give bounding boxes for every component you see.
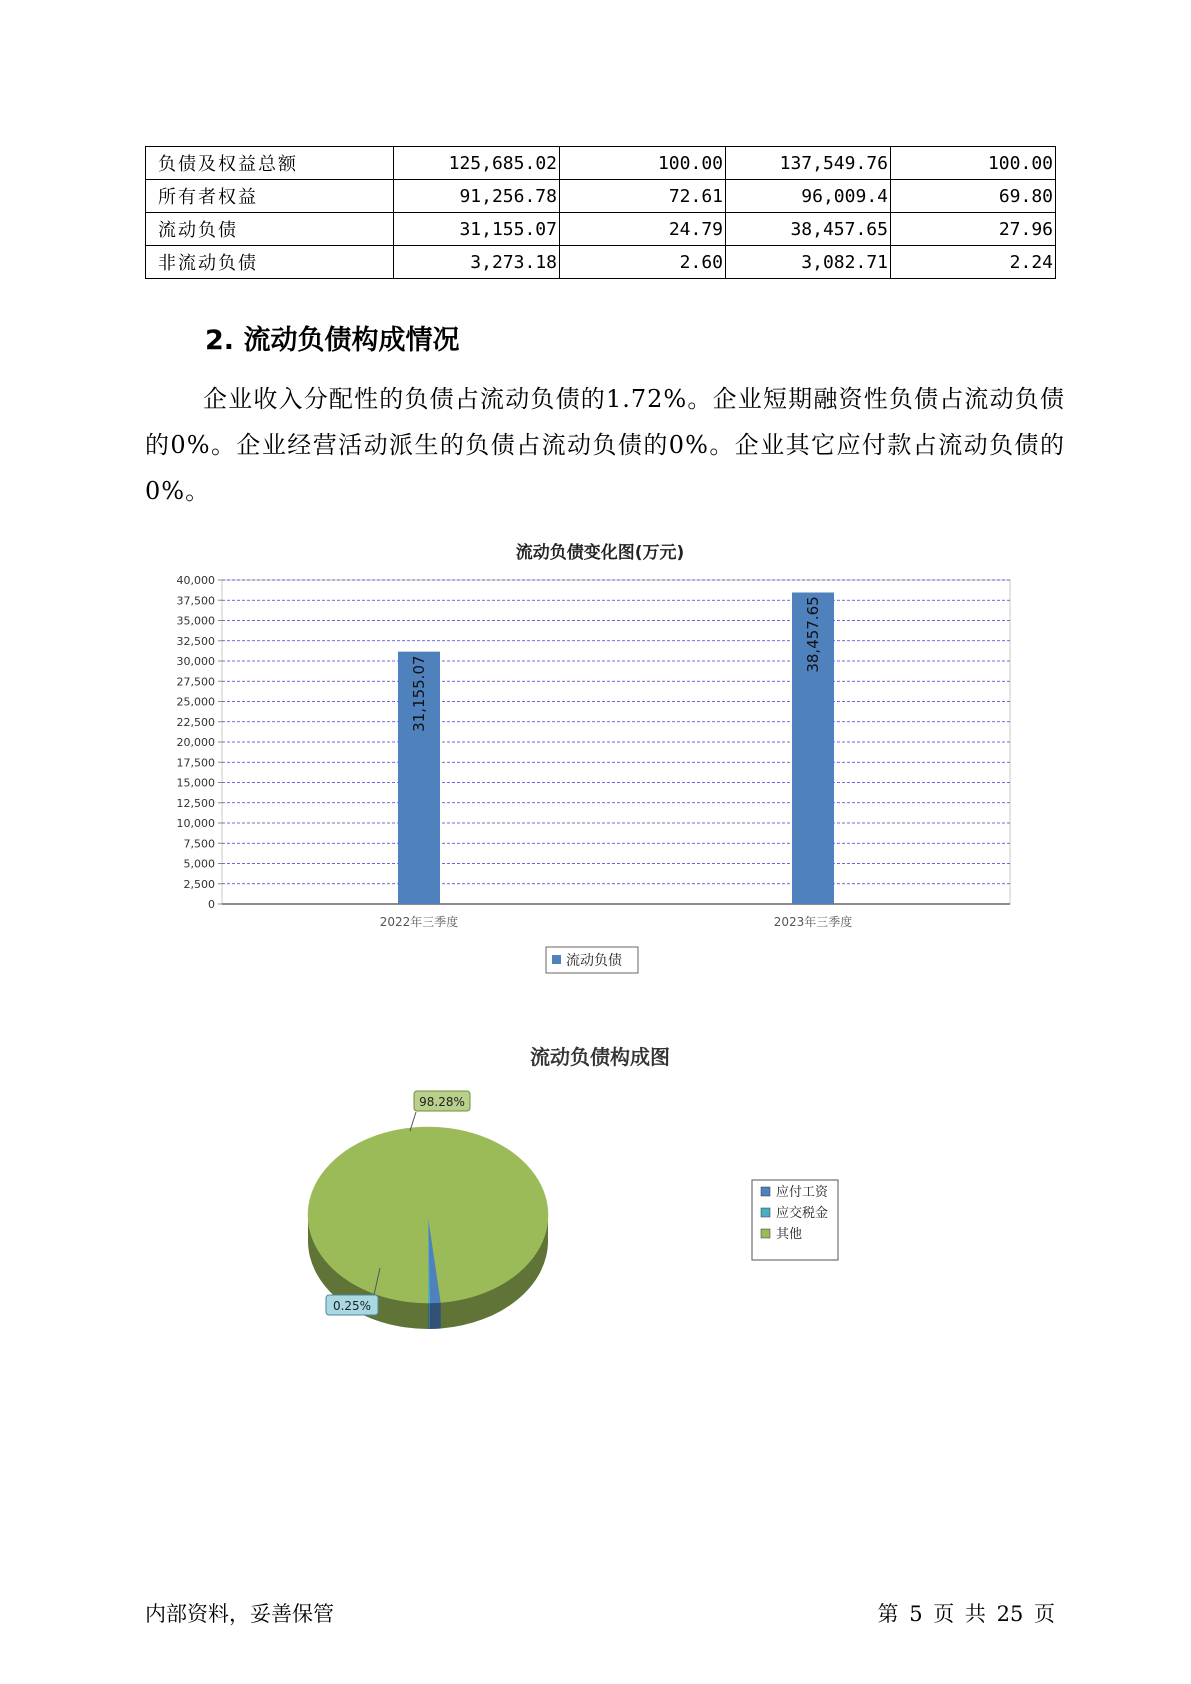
legend-label: 其他: [776, 1227, 803, 1242]
y-tick-label: 25,000: [176, 695, 215, 709]
bar-value-label: 38,457.65: [804, 596, 822, 673]
y-tick-label: 37,500: [176, 594, 215, 608]
bar-chart: [150, 530, 1030, 990]
cell-value: 3,273.18: [394, 246, 560, 279]
y-tick-label: 40,000: [176, 574, 215, 587]
cell-value: 96,009.4: [726, 180, 891, 213]
row-label: 流动负债: [146, 213, 394, 246]
x-tick-label: 2023年三季度: [773, 915, 853, 929]
x-tick-label: 2022年三季度: [379, 915, 459, 929]
cell-value: 72.61: [560, 180, 726, 213]
row-label: 负债及权益总额: [146, 147, 394, 180]
cell-value: 100.00: [891, 147, 1056, 180]
table-row: [146, 246, 1056, 279]
cell-value: 2.24: [891, 246, 1056, 279]
data-label-text: 0.25%: [332, 1299, 372, 1313]
footer-confidential-note: 内部资料，妥善保管: [145, 1602, 334, 1626]
legend-swatch: [761, 1187, 770, 1196]
y-tick-label: 5,000: [183, 857, 215, 871]
chart-legend: [546, 947, 638, 973]
pie-chart: [260, 1040, 880, 1370]
cell-value: 125,685.02: [394, 147, 560, 180]
y-tick-label: 17,500: [176, 756, 215, 770]
legend-label: 应付工资: [776, 1185, 829, 1200]
pie-slice-side: [430, 1302, 441, 1329]
cell-value: 137,549.76: [726, 147, 891, 180]
legend-swatch: [761, 1208, 770, 1217]
y-tick-label: 15,000: [176, 776, 215, 790]
footer-page-number: 第 5 页 共 25 页: [877, 1602, 1055, 1626]
cell-value: 100.00: [560, 147, 726, 180]
bar-value-label: 31,155.07: [410, 655, 428, 732]
row-label: 非流动负债: [146, 246, 394, 279]
plot-area: [222, 580, 1010, 904]
pie-slice: [308, 1127, 548, 1303]
legend-label: 流动负债: [566, 953, 622, 969]
table-row: [146, 213, 1056, 246]
chart-title: 流动负债构成图: [530, 1045, 670, 1069]
financial-table: [145, 146, 1056, 279]
y-tick-label: 12,500: [176, 796, 215, 810]
cell-value: 91,256.78: [394, 180, 560, 213]
y-tick-label: 7,500: [183, 837, 215, 851]
cell-value: 69.80: [891, 180, 1056, 213]
legend-swatch: [761, 1229, 770, 1238]
cell-value: 2.60: [560, 246, 726, 279]
y-tick-label: 20,000: [176, 736, 215, 749]
y-tick-label: 10,000: [176, 817, 215, 830]
cell-value: 38,457.65: [726, 213, 891, 246]
cell-value: 27.96: [891, 213, 1056, 246]
legend-swatch: [552, 955, 561, 964]
y-tick-label: 0: [208, 898, 215, 911]
y-tick-label: 32,500: [176, 634, 215, 648]
data-label-tax: [326, 1295, 378, 1315]
section-heading: 2. 流动负债构成情况: [205, 325, 460, 356]
y-tick-label: 2,500: [183, 877, 215, 891]
cell-value: 24.79: [560, 213, 726, 246]
pie-slice-side: [428, 1303, 430, 1329]
y-tick-label: 27,500: [176, 675, 215, 689]
chart-title: 流动负债变化图(万元): [515, 543, 685, 563]
y-tick-label: 35,000: [176, 614, 215, 628]
cell-value: 31,155.07: [394, 213, 560, 246]
y-tick-label: 22,500: [176, 715, 215, 729]
chart-legend: [752, 1180, 838, 1260]
data-label-text: 98.28%: [419, 1095, 465, 1109]
section-paragraph: 企业收入分配性的负债占流动负债的1.72%。企业短期融资性负债占流动负债的0%。企业经营活动派生的负债占流动负债的0%。企业其它应付款占流动负债的0%。: [145, 385, 1065, 505]
table-row: [146, 180, 1056, 213]
legend-label: 应交税金: [776, 1206, 829, 1221]
cell-value: 3,082.71: [726, 246, 891, 279]
y-tick-label: 30,000: [176, 655, 215, 668]
row-label: 所有者权益: [146, 180, 394, 213]
table-row: [146, 147, 1056, 180]
data-label-other: [414, 1091, 470, 1111]
